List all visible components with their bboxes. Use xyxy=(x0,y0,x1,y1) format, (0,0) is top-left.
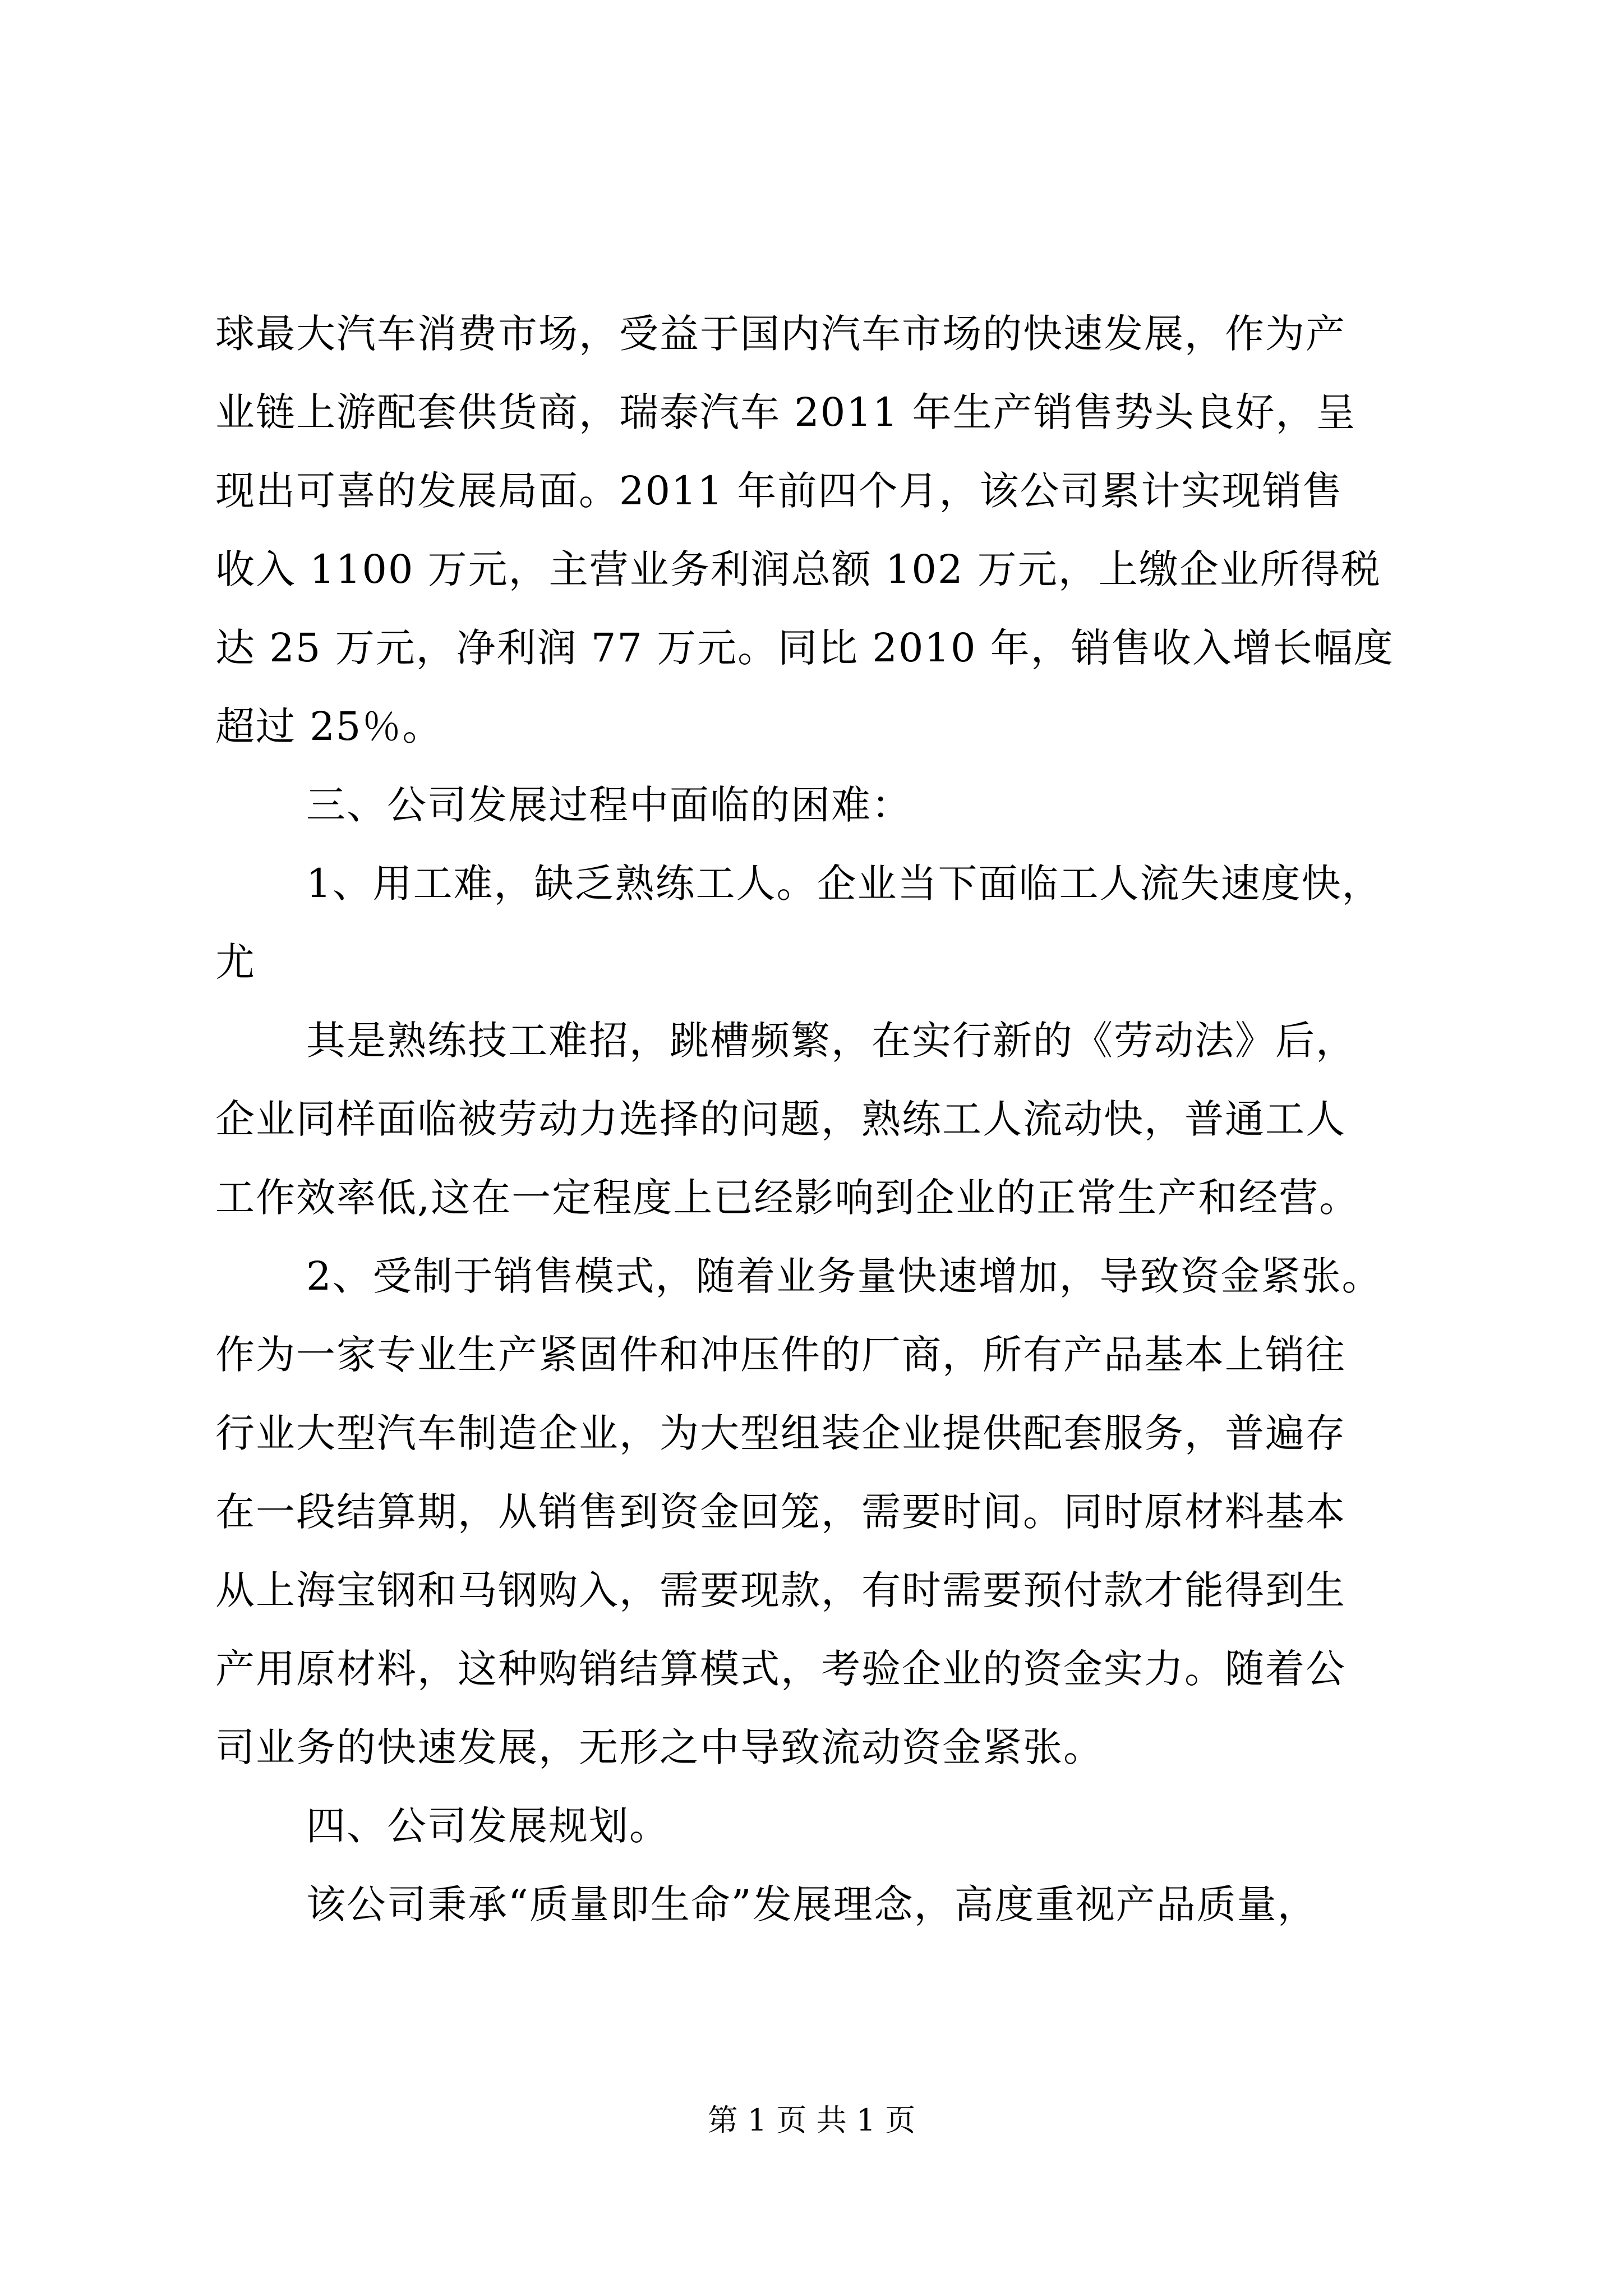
body-text-line: 企业同样面临被劳动力选择的问题，熟练工人流动快，普通工人 xyxy=(215,1096,1346,1142)
body-text-line: 现出可喜的发展局面。2011 年前四个月，该公司累计实现销售 xyxy=(215,468,1343,514)
body-text-line: 收入 1100 万元，主营业务利润总额 102 万元，上缴企业所得税 xyxy=(215,546,1381,592)
body-text-line: 尤 xyxy=(215,939,256,985)
body-text-line: 该公司秉承“质量即生命”发展理念，高度重视产品质量， xyxy=(306,1881,1318,1927)
body-text-line: 工作效率低,这在一定程度上已经影响到企业的正常生产和经营。 xyxy=(215,1175,1360,1221)
body-text-line: 业链上游配套供货商，瑞泰汽车 2011 年生产销售势头良好，呈 xyxy=(215,389,1357,435)
body-text-line: 球最大汽车消费市场，受益于国内汽车市场的快速发展，作为产 xyxy=(215,311,1346,357)
body-text-line: 司业务的快速发展，无形之中导致流动资金紧张。 xyxy=(215,1724,1104,1770)
body-text-line: 2、受制于销售模式，随着业务量快速增加，导致资金紧张。 xyxy=(306,1253,1382,1299)
body-text-line: 超过 25％。 xyxy=(215,703,443,749)
body-text-line: 达 25 万元，净利润 77 万元。同比 2010 年，销售收入增长幅度 xyxy=(215,625,1394,671)
body-text-line: 其是熟练技工难招，跳槽频繁，在实行新的《劳动法》后， xyxy=(306,1018,1356,1064)
body-text-line: 产用原材料，这种购销结算模式，考验企业的资金实力。随着公 xyxy=(215,1646,1346,1692)
body-text-line: 在一段结算期，从销售到资金回笼，需要时间。同时原材料基本 xyxy=(215,1489,1346,1535)
section-heading: 四、公司发展规划。 xyxy=(306,1803,670,1849)
body-text-line: 作为一家专业生产紧固件和冲压件的厂商，所有产品基本上销往 xyxy=(215,1332,1346,1378)
section-heading: 三、公司发展过程中面临的困难： xyxy=(306,782,912,828)
page-number-footer: 第 1 页 共 1 页 xyxy=(707,2102,916,2138)
body-text-line: 行业大型汽车制造企业，为大型组装企业提供配套服务，普遍存 xyxy=(215,1410,1346,1456)
body-text-line: 从上海宝钢和马钢购入，需要现款，有时需要预付款才能得到生 xyxy=(215,1567,1346,1613)
body-text-line: 1、用工难，缺乏熟练工人。企业当下面临工人流失速度快， xyxy=(306,861,1382,907)
